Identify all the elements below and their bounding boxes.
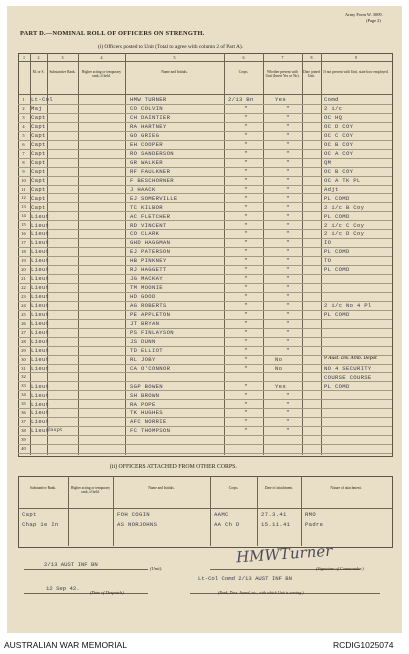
- column-header: Corps.: [238, 70, 249, 74]
- row-name: RD VINCENT: [130, 221, 167, 229]
- row-number: 32: [21, 374, 26, 380]
- row-name: TM MOONIE: [130, 284, 163, 292]
- row-employ: OC A TK PL: [324, 176, 361, 184]
- unit-line: [24, 569, 148, 570]
- column-number: 2: [37, 55, 40, 60]
- row-present: Yes: [275, 96, 286, 104]
- row-rank: Lieut: [31, 355, 50, 363]
- row-present: ": [286, 194, 290, 202]
- row-present: ": [286, 158, 290, 166]
- row-rank: Capt: [31, 123, 46, 130]
- row-number: 39: [21, 437, 26, 443]
- row-present: ": [286, 319, 290, 327]
- row-present: ": [286, 140, 290, 148]
- row-name: RF FAULKNER: [130, 167, 171, 175]
- row-name: RL JOBY: [130, 355, 156, 363]
- row-present: ": [286, 203, 290, 211]
- row-corps: ": [244, 248, 248, 256]
- archive-name: AUSTRALIAN WAR MEMORIAL: [4, 640, 127, 650]
- attached-corps: AA Ch D: [214, 521, 240, 528]
- row-present: ": [286, 176, 290, 184]
- row-employ: 2 i/c C Coy: [324, 221, 365, 229]
- row-corps: ": [244, 266, 248, 274]
- row-employ: TO: [324, 257, 332, 265]
- row-corps: ": [244, 382, 248, 390]
- row-rank: Lieut: [31, 337, 50, 345]
- row-name: TC KILBOR: [130, 203, 163, 211]
- row-name: RA POPE: [130, 400, 156, 408]
- row-name: EJ SOMERVILLE: [130, 194, 178, 202]
- row-number: 25: [21, 311, 26, 317]
- row-corps: ": [244, 328, 248, 336]
- row-present: ": [286, 132, 290, 139]
- row-present: ": [286, 239, 290, 247]
- row-present: ": [286, 409, 290, 417]
- row-name: HMW TURNER: [130, 96, 167, 104]
- row-number: 17: [21, 240, 26, 246]
- row-number: 35: [21, 401, 26, 407]
- col-number-divider: [18, 61, 392, 62]
- row-employ: OC B COY: [324, 167, 354, 175]
- archive-footer: [0, 636, 409, 654]
- row-employ: PL COMD: [324, 212, 350, 220]
- row-corps: ": [244, 230, 248, 238]
- row-present: ": [286, 248, 290, 256]
- row-corps: ": [244, 337, 248, 345]
- row-corps: ": [244, 158, 248, 166]
- commander-signature: HMWTurner: [235, 541, 333, 567]
- row-present: ": [286, 311, 290, 318]
- row-number: 27: [21, 329, 26, 335]
- row-number: 29: [21, 347, 26, 353]
- row-rank: Lieut: [31, 409, 50, 417]
- row-present: ": [286, 123, 290, 130]
- attached-name: FOH COGIN: [117, 511, 150, 518]
- column-number: 1: [23, 55, 25, 60]
- row-rank: Lieut: [31, 302, 50, 310]
- rank-label: (Rank, Dess. Award, etc., with which Unit is serving.): [218, 590, 304, 595]
- row-present: ": [286, 149, 290, 157]
- row-name: EH COOPER: [130, 140, 163, 148]
- row-name: CO CLARK: [130, 230, 160, 238]
- column-number: 7: [281, 55, 284, 60]
- row-corps: ": [244, 257, 248, 265]
- attached-name: AS NORJOHNS: [117, 521, 158, 528]
- row-employ: PL COMD: [324, 194, 350, 202]
- row-number: 5: [22, 132, 25, 138]
- attached-rank: Capt: [22, 511, 37, 518]
- row-number: 30: [21, 356, 26, 362]
- row-present: No: [275, 364, 283, 372]
- row-corps: ": [244, 132, 248, 139]
- row-number: 12: [21, 195, 26, 201]
- row-number: 10: [21, 177, 26, 183]
- row-corps: ": [244, 319, 248, 327]
- row-rank: Lieut: [31, 221, 50, 229]
- row-corps: ": [244, 114, 248, 122]
- column-number: 8: [310, 55, 313, 60]
- row-present: ": [286, 114, 290, 122]
- row-name: FC THOMPSON: [130, 427, 171, 435]
- row-corps: ": [244, 418, 248, 426]
- attached-header: Name and Initials.: [148, 486, 175, 490]
- row-employ: PL COMD: [324, 266, 350, 274]
- row-corps: ": [244, 284, 248, 292]
- row-number: 19: [21, 258, 26, 264]
- row-rank: Capt: [31, 140, 46, 148]
- row-rank: Lieut: [31, 230, 50, 238]
- row-corps: ": [244, 167, 248, 175]
- row-number: 13: [21, 204, 26, 210]
- army-form-number: Army Form W. 3009.: [345, 12, 383, 17]
- signature-label: (Signature of Commander.): [316, 566, 364, 571]
- row-rank: Capt: [31, 114, 46, 122]
- row-present: ": [286, 266, 290, 274]
- row-name: SGP BOWEN: [130, 382, 163, 390]
- row-rank: Lieut: [31, 382, 50, 390]
- row-present: ": [286, 167, 290, 175]
- row-name: PE APPLETON: [130, 311, 171, 318]
- row-employ: 2 i/c D Coy: [324, 230, 365, 238]
- attached-nature: RMO: [305, 511, 316, 518]
- row-rank: Lieut: [31, 239, 50, 247]
- row-name: GHD HAGGMAN: [130, 239, 171, 247]
- row-name: HD GOOD: [130, 293, 156, 301]
- row-number: 26: [21, 320, 26, 326]
- row-number: 24: [21, 302, 26, 308]
- row-number: 9: [22, 168, 25, 174]
- row-number: 36: [21, 410, 26, 416]
- row-corps: ": [244, 302, 248, 310]
- row-rank: Lt-Col: [31, 96, 53, 104]
- row-corps: ": [244, 203, 248, 211]
- row-number: 8: [22, 159, 25, 165]
- row-rank: Lieut: [31, 311, 50, 318]
- row-employ: 2 i/c No 4 Pl: [324, 302, 372, 310]
- row-rule: [18, 444, 392, 445]
- row-present: ": [286, 293, 290, 301]
- header-divider: [18, 94, 392, 95]
- row-number: 38: [21, 428, 26, 434]
- row-number: 16: [21, 231, 26, 237]
- attached-header: Date of attachment.: [264, 486, 294, 490]
- row-present: ": [286, 275, 290, 283]
- row-present: ": [286, 185, 290, 193]
- rank-comd: Lt-Col Comd 2/13 AUST INF BN: [198, 575, 292, 582]
- row-rank: Lieut: [31, 319, 50, 327]
- row-corps: ": [244, 149, 248, 157]
- row-rank: Capt: [31, 158, 46, 166]
- row-employ: OC C COY: [324, 132, 354, 139]
- column-header: Date joined Unit.: [303, 70, 320, 79]
- row-number: 33: [21, 383, 26, 389]
- row-number: 18: [21, 249, 26, 255]
- unit-value: 2/13 AUST INF BN: [44, 561, 98, 568]
- row-number: 34: [21, 392, 26, 398]
- row-corps: ": [244, 311, 248, 318]
- row-number: 40: [21, 446, 26, 451]
- attached-header: Higher acting or temporary rank, if held.: [70, 486, 111, 495]
- row-name: PS FINLAYSON: [130, 328, 174, 336]
- row-corps: ": [244, 105, 248, 113]
- attached-date: 15.11.41: [261, 521, 291, 528]
- row-number: 15: [21, 222, 26, 228]
- row-name: RO SANDERSON: [130, 149, 174, 157]
- row-present: ": [286, 221, 290, 229]
- row-employ: IO: [324, 239, 332, 247]
- row-employ: PL COMD: [324, 382, 350, 390]
- row-name: TD ELLIOT: [130, 346, 163, 354]
- row-name: SH BROWN: [130, 391, 160, 399]
- row-number: 20: [21, 267, 26, 272]
- row-corps: ": [244, 275, 248, 283]
- row-employ: OC D COY: [324, 123, 354, 130]
- row-present: ": [286, 328, 290, 336]
- row-present: Yes: [275, 382, 286, 390]
- row-rank: Capt: [31, 167, 46, 175]
- attached-nature: Padre: [305, 521, 324, 528]
- row-employ: PL COMD: [324, 248, 350, 256]
- attached-header: Substantive Rank.: [29, 486, 57, 490]
- unit-label: (Unit).: [150, 566, 163, 571]
- row-number: 14: [21, 213, 26, 219]
- attached-corps: AAMC: [214, 511, 229, 518]
- row-rank: Lieut: [31, 364, 50, 372]
- row-present: ": [286, 257, 290, 265]
- row-corps: ": [244, 427, 248, 435]
- row-employ: Comd: [324, 96, 339, 104]
- column-header: Name and Initials.: [161, 70, 188, 74]
- column-number: 4: [100, 55, 103, 60]
- row-name: F BESCHORNER: [130, 176, 174, 184]
- row-employ: OC A COY: [324, 149, 354, 157]
- row-corps: ": [244, 400, 248, 408]
- row-rank: Lieut: [31, 346, 50, 354]
- row-rank: Capt: [31, 149, 46, 157]
- row-number: 2: [22, 106, 25, 111]
- row-number: 37: [21, 419, 26, 425]
- row-name: CA O'CONNOR: [130, 364, 171, 372]
- row-rank: Lieut: [31, 257, 50, 265]
- row-name: AFC NORRIE: [130, 418, 167, 426]
- row-name: RA HARTNEY: [130, 123, 167, 130]
- row-rank: Lieut: [31, 266, 50, 274]
- row-name: EJ PATERSON: [130, 248, 171, 256]
- attached-header: Corps.: [228, 486, 239, 490]
- part-title: PART D.—NOMINAL ROLL OF OFFICERS ON STRENGTH.: [20, 30, 205, 37]
- row-rank: Capt: [31, 203, 46, 211]
- row-name: CH DAINTIER: [130, 114, 171, 122]
- row-rule: [18, 453, 392, 454]
- row-present: ": [286, 284, 290, 292]
- row-present: ": [286, 230, 290, 238]
- row-corps: ": [244, 391, 248, 399]
- row-rank: Lieut: [31, 328, 50, 336]
- row-number: 6: [22, 141, 25, 147]
- page-ref: (Page 2): [366, 18, 381, 23]
- column-number: 6: [242, 55, 245, 60]
- row-employ: QM: [324, 158, 332, 166]
- attached-title: (ii) OFFICERS ATTACHED FROM OTHER CORPS.: [110, 464, 237, 470]
- row-rank: Lieut: [31, 275, 50, 283]
- row-name: AC FLETCHER: [130, 212, 171, 220]
- row-name: CO COLVIN: [130, 105, 163, 113]
- row-rank: Capt: [31, 185, 46, 193]
- row-present: ": [286, 105, 290, 113]
- row-corps: ": [244, 194, 248, 202]
- row-rank: Capt: [31, 194, 46, 202]
- row-rank: Lieut: [31, 391, 50, 399]
- attached-header: Nature of attachment.: [330, 486, 362, 490]
- row-corps: 2/13 Bn: [228, 96, 254, 104]
- row-present: ": [286, 302, 290, 310]
- row-employ: 2 i/c: [324, 105, 343, 113]
- row-present: ": [286, 212, 290, 220]
- row-employ: Adjt: [324, 185, 339, 193]
- row-corps: ": [244, 212, 248, 220]
- row-number: 31: [21, 365, 26, 371]
- column-number: 9: [355, 55, 357, 60]
- row-employ: 2 i/c B Coy: [324, 203, 365, 211]
- row-rule: [18, 435, 392, 436]
- row-rank: Maj: [31, 105, 42, 113]
- row-present: ": [286, 346, 290, 354]
- column-header: Substantive Rank.: [49, 70, 76, 74]
- attached-header-divider: [18, 508, 392, 509]
- row-employ: PL COMD: [324, 311, 350, 318]
- row-name: JT BRYAN: [130, 319, 160, 327]
- row-present: ": [286, 418, 290, 426]
- row-rank: Lieut: [31, 284, 50, 292]
- row-corps: ": [244, 221, 248, 229]
- row-higher: Inspt: [48, 427, 63, 434]
- row-name: AG ROBERTS: [130, 302, 167, 310]
- row-name: J HAACK: [130, 185, 156, 193]
- row-rank: Lieut: [31, 427, 50, 435]
- row-number: 4: [22, 123, 25, 129]
- row-name: JS DUNN: [130, 337, 156, 345]
- row-number: 1: [22, 97, 25, 102]
- row-corps: ": [244, 346, 248, 354]
- column-header: M. or S.: [32, 70, 45, 74]
- row-name: GR WALKER: [130, 158, 163, 166]
- row-corps: ": [244, 409, 248, 417]
- row-employ: OC B COY: [324, 140, 354, 148]
- row-rank: Lieut: [31, 400, 50, 408]
- row-present: ": [286, 427, 290, 435]
- column-number: 5: [173, 55, 176, 60]
- row-employ: OC HQ: [324, 114, 343, 122]
- despatch-date: 12 Sep 42.: [46, 585, 80, 592]
- row-corps: ": [244, 293, 248, 301]
- row-number: 11: [21, 186, 26, 192]
- row-corps: ": [244, 140, 248, 148]
- row-name: RJ HAGGETT: [130, 266, 167, 274]
- row-employ: COURSE COURSE: [324, 373, 372, 381]
- row-rank: Lieut: [31, 418, 50, 426]
- column-number: 3: [61, 55, 64, 60]
- row-corps: ": [244, 355, 248, 363]
- row-number: 28: [21, 338, 26, 344]
- row-corps: ": [244, 239, 248, 247]
- archive-ref: RCDIG1025074: [333, 640, 394, 650]
- date-label: (Date of Despatch).: [90, 590, 125, 595]
- row-rank: Capt: [31, 132, 46, 139]
- row-corps: ": [244, 185, 248, 193]
- row-present: No: [275, 355, 283, 363]
- row-number: 21: [21, 276, 26, 281]
- row-name: JG MACKAY: [130, 275, 163, 283]
- column-header: Whether present with Unit (Insert Yes or No).: [265, 70, 300, 79]
- row-name: GO GRIEG: [130, 132, 160, 139]
- row-corps: ": [244, 364, 248, 372]
- row-number: 22: [21, 284, 26, 290]
- row-rank: Capt: [31, 176, 46, 184]
- row-present: ": [286, 391, 290, 399]
- row-employ: 9 Aust. Div. Amb. Depot: [324, 355, 377, 361]
- row-number: 7: [22, 150, 25, 156]
- row-name: TK HUGHES: [130, 409, 163, 417]
- row-name: HB PINKNEY: [130, 257, 167, 265]
- row-corps: ": [244, 176, 248, 184]
- attached-date: 27.3.41: [261, 511, 287, 518]
- column-header: Higher acting or temporary rank, if held.: [81, 70, 122, 79]
- row-rank: Lieut: [31, 248, 50, 256]
- date-line: [24, 593, 148, 594]
- row-present: ": [286, 400, 290, 408]
- section1-title: (i) Officers posted to Unit (Total to agree with column 2 of Part A).: [98, 44, 244, 50]
- row-employ: NO 4 SECURITY: [324, 364, 372, 372]
- row-number: 23: [21, 293, 26, 299]
- attached-rank: Chap 1e In: [22, 521, 59, 528]
- row-rank: Lieut: [31, 212, 50, 220]
- column-header: If not present with Unit, state how employed.: [323, 70, 389, 74]
- row-number: 3: [22, 114, 25, 120]
- row-present: ": [286, 337, 290, 345]
- row-rank: Lieut: [31, 293, 50, 301]
- row-corps: ": [244, 123, 248, 130]
